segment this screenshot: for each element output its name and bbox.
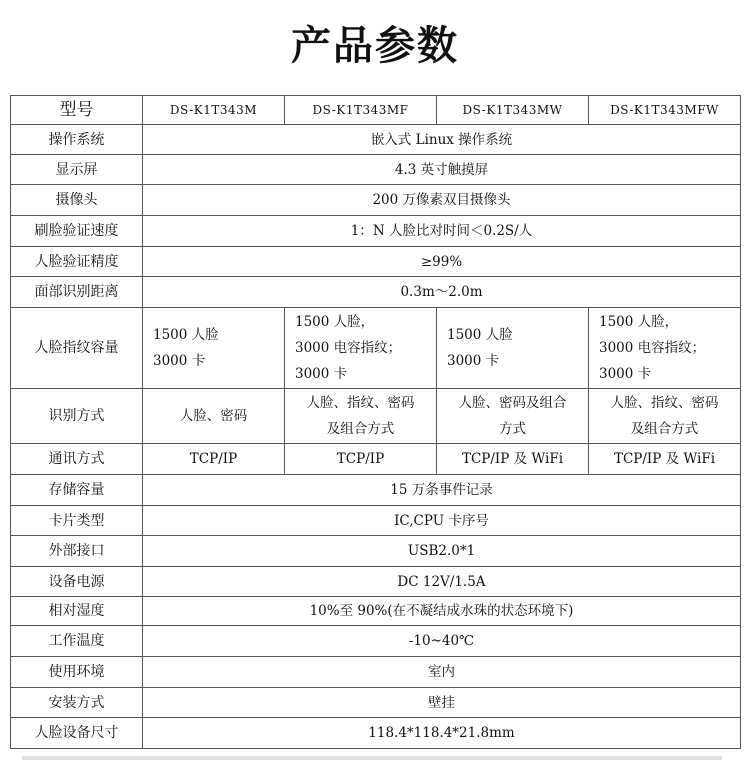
row-label: 操作系统	[11, 125, 143, 155]
row-value: IC,CPU 卡序号	[143, 506, 741, 536]
capacity-mfw: 1500 人脸， 3000 电容指纹； 3000 卡	[589, 308, 741, 389]
row-value: -10~40℃	[143, 626, 741, 657]
row-value: 嵌入式 Linux 操作系统	[143, 125, 741, 155]
comm-m: TCP/IP	[143, 444, 285, 475]
table-row	[11, 567, 741, 597]
model-m: DS-K1T343M	[143, 96, 285, 125]
header-label: 型号	[11, 96, 143, 125]
spec-table	[10, 95, 741, 749]
table-row	[11, 247, 741, 277]
row-value: 118.4*118.4*21.8mm	[143, 718, 741, 749]
row-label: 存储容量	[11, 475, 143, 506]
table-row	[11, 125, 741, 155]
row-label: 设备电源	[11, 567, 143, 597]
row-label: 人脸指纹容量	[11, 308, 143, 389]
table-row	[11, 536, 741, 567]
row-value: 室内	[143, 657, 741, 688]
method-mf: 人脸、指纹、密码 及组合方式	[285, 389, 437, 444]
row-label: 人脸设备尺寸	[11, 718, 143, 749]
row-value: 200 万像素双目摄像头	[143, 185, 741, 216]
table-row-comm	[11, 444, 741, 475]
row-value: USB2.0*1	[143, 536, 741, 567]
table-row	[11, 626, 741, 657]
capacity-m: 1500 人脸 3000 卡	[143, 308, 285, 389]
row-value: 壁挂	[143, 688, 741, 718]
row-value: 1：N 人脸比对时间＜0.2S/人	[143, 216, 741, 247]
table-row	[11, 718, 741, 749]
table-row-header	[11, 96, 741, 125]
row-label: 显示屏	[11, 155, 143, 185]
method-m: 人脸、密码	[143, 389, 285, 444]
row-label: 外部接口	[11, 536, 143, 567]
row-label: 安装方式	[11, 688, 143, 718]
table-row-capacity	[11, 308, 741, 389]
method-mw: 人脸、密码及组合 方式	[437, 389, 589, 444]
table-row-method	[11, 389, 741, 444]
table-row	[11, 597, 741, 626]
capacity-mw: 1500 人脸 3000 卡	[437, 308, 589, 389]
row-label: 识别方式	[11, 389, 143, 444]
row-label: 使用环境	[11, 657, 143, 688]
table-row	[11, 185, 741, 216]
row-value: 0.3m～2.0m	[143, 277, 741, 308]
table-row	[11, 277, 741, 308]
method-mfw: 人脸、指纹、密码 及组合方式	[589, 389, 741, 444]
model-mw: DS-K1T343MW	[437, 96, 589, 125]
row-label: 面部识别距离	[11, 277, 143, 308]
row-label: 刷脸验证速度	[11, 216, 143, 247]
row-label: 工作温度	[11, 626, 143, 657]
row-value: 4.3 英寸触摸屏	[143, 155, 741, 185]
comm-mf: TCP/IP	[285, 444, 437, 475]
page-title: 产品参数	[291, 23, 459, 69]
model-mfw: DS-K1T343MFW	[589, 96, 741, 125]
bottom-divider	[22, 756, 722, 760]
table-row	[11, 475, 741, 506]
table-row	[11, 688, 741, 718]
row-label: 摄像头	[11, 185, 143, 216]
row-label: 卡片类型	[11, 506, 143, 536]
row-value: DC 12V/1.5A	[143, 567, 741, 597]
comm-mw: TCP/IP 及 WiFi	[437, 444, 589, 475]
table-row	[11, 155, 741, 185]
table-row	[11, 216, 741, 247]
comm-mfw: TCP/IP 及 WiFi	[589, 444, 741, 475]
row-label: 人脸验证精度	[11, 247, 143, 277]
table-row	[11, 506, 741, 536]
row-label: 通讯方式	[11, 444, 143, 475]
row-value: ≥99%	[143, 247, 741, 277]
row-value: 15 万条事件记录	[143, 475, 741, 506]
table-row	[11, 657, 741, 688]
row-label: 相对湿度	[11, 597, 143, 626]
capacity-mf: 1500 人脸， 3000 电容指纹； 3000 卡	[285, 308, 437, 389]
row-value: 10%至 90%(在不凝结成水珠的状态环境下)	[143, 597, 741, 626]
model-mf: DS-K1T343MF	[285, 96, 437, 125]
